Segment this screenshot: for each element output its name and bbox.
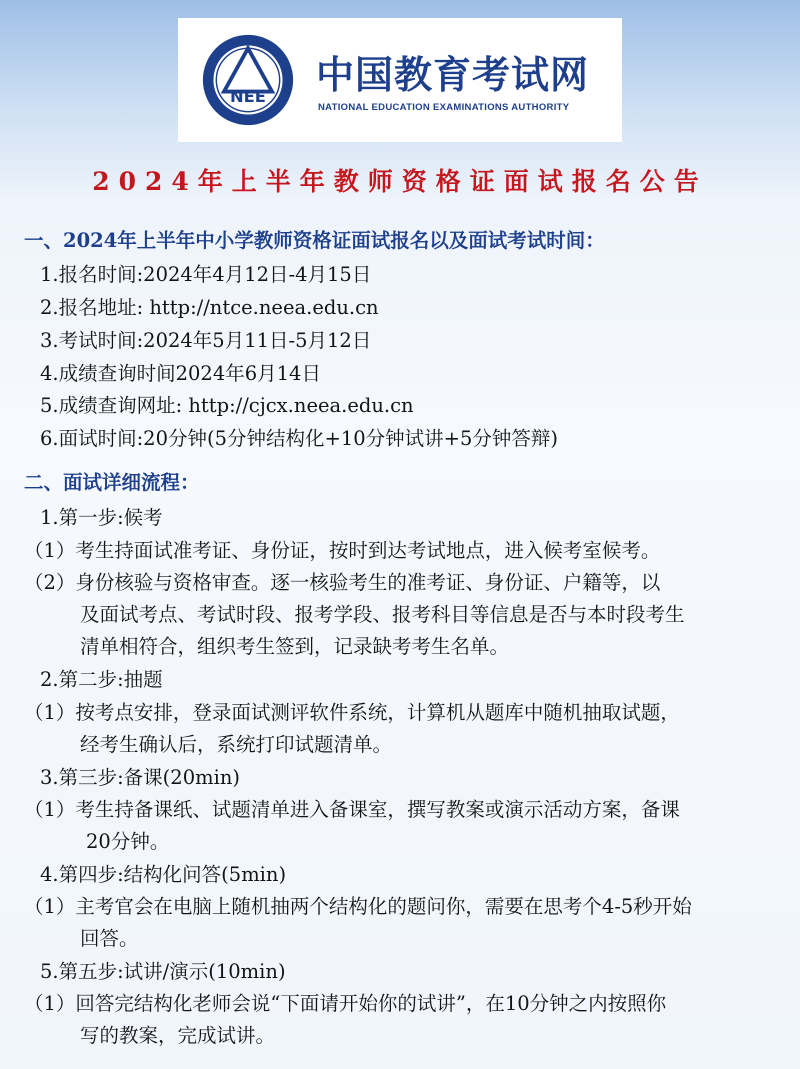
paragraph-line: （1）主考官会在电脑上随机抽两个结构化的题问你，需要在思考个4-5秒开始 xyxy=(24,895,692,918)
page-title: 2024年上半年教师资格证面试报名公告 xyxy=(92,167,708,196)
neea-logo-icon xyxy=(200,32,296,128)
step-title: 5.第五步:试讲/演示(10min) xyxy=(40,960,286,983)
step-title: 3.第三步:备课(20min) xyxy=(40,766,240,789)
org-subtitle: NATIONAL EDUCATION EXAMINATIONS AUTHORITY xyxy=(318,102,570,113)
list-item: 3.考试时间:2024年5月11日-5月12日 xyxy=(40,329,372,352)
paragraph-line: 写的教案，完成试讲。 xyxy=(80,1024,276,1047)
paragraph-line: （1）按考点安排，登录面试测评软件系统，计算机从题库中随机抽取试题， xyxy=(24,701,680,724)
list-item: 6.面试时间:20分钟(5分钟结构化+10分钟试讲+5分钟答辩) xyxy=(40,427,559,450)
list-item: 2.报名地址: http://ntce.neea.edu.cn xyxy=(40,296,379,319)
section-heading-1: 一、2024年上半年中小学教师资格证面试报名以及面试考试时间： xyxy=(24,229,605,252)
step-title: 2.第二步:抽题 xyxy=(40,668,163,691)
paragraph-line: 经考生确认后，系统打印试题清单。 xyxy=(80,733,393,756)
logo-text: NEE xyxy=(230,87,266,107)
paragraph-line: （1）考生持备课纸、试题清单进入备课室，撰写教案或演示活动方案，备课 xyxy=(24,798,680,821)
paragraph-line: （1）考生持面试准考证、身份证，按时到达考试地点，进入候考室候考。 xyxy=(24,539,661,562)
header-banner xyxy=(178,18,622,142)
list-item: 5.成绩查询网址: http://cjcx.neea.edu.cn xyxy=(40,394,414,417)
paragraph-line: 清单相符合，组织考生签到，记录缺考考生名单。 xyxy=(80,635,510,658)
list-item: 4.成绩查询时间2024年6月14日 xyxy=(40,362,321,385)
step-title: 4.第四步:结构化问答(5min) xyxy=(40,863,287,886)
step-title: 1.第一步:候考 xyxy=(40,506,163,529)
list-item: 1.报名时间:2024年4月12日-4月15日 xyxy=(40,263,372,286)
paragraph-line: （1）回答完结构化老师会说“下面请开始你的试讲”，在10分钟之内按照你 xyxy=(24,992,667,1015)
section-heading-2: 二、面试详细流程： xyxy=(24,471,200,494)
paragraph-line: 20分钟。 xyxy=(86,830,170,853)
org-name: 中国教育考试网 xyxy=(316,53,590,97)
paragraph-line: （2）身份核验与资格审查。逐一核验考生的准考证、身份证、户籍等，以 xyxy=(24,571,661,594)
paragraph-line: 回答。 xyxy=(80,927,139,950)
paragraph-line: 及面试考点、考试时段、报考学段、报考科目等信息是否与本时段考生 xyxy=(80,603,685,626)
